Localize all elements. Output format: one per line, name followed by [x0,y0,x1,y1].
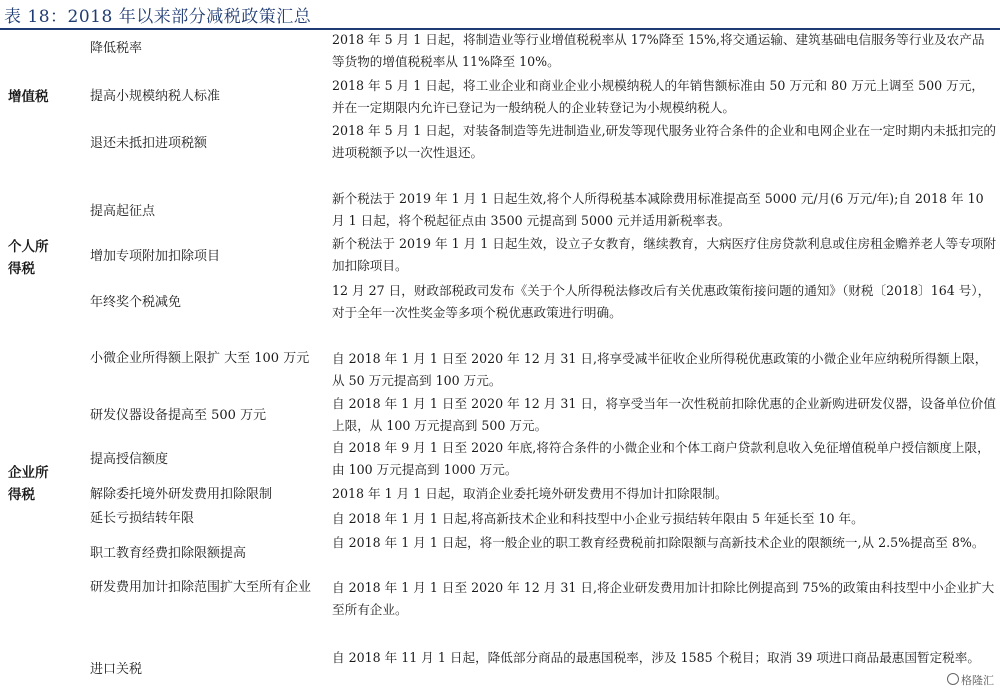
policy-name: 提高起征点 [90,204,156,219]
policy-name: 研发费用加计扣除范围扩大至所有企业 [90,580,312,595]
policy-name: 小微企业所得额上限扩 大至 100 万元 [90,351,310,366]
policy-name: 降低税率 [90,41,143,56]
policy-description: 2018 年 5 月 1 日起，对装备制造等先进制造业,研发等现代服务业符合条件的企业和电网企业在一定时期内未抵扣完的进项税额予以一次性退还。 [332,123,997,160]
policy-description: 自 2018 年 1 月 1 日至 2020 年 12 月 31 日,将企业研发费用加计扣除比例提高到 75%的政策由科技型中小企业扩大至所有企业。 [332,580,995,617]
policy-name: 年终奖个税减免 [90,295,182,310]
policy-name: 提高小规模纳税人标准 [90,89,221,104]
category-pit: 个人所得税 [8,239,49,277]
policy-description: 新个税法于 2019 年 1 月 1 日起生效，设立子女教育，继续教育，大病医疗住房贷款利息或住房租金赡养老人等专项附加扣除项目。 [332,236,997,273]
policy-name: 退还未抵扣进项税额 [90,136,208,151]
policy-description: 自 2018 年 11 月 1 日起，降低部分商品的最惠国税率，涉及 1585 个税目；取消 39 项进口商品最惠国暂定税率。 [332,650,980,665]
policy-name: 提高授信额度 [90,452,169,467]
policy-description: 自 2018 年 9 月 1 日至 2020 年底,将符合条件的小微企业和个体工商户贷款利息收入免征增值税单户授信额度上限，由 100 万元提高到 1000 万元。 [332,440,990,477]
policy-name: 职工教育经费扣除限额提高 [90,546,247,561]
policy-name: 增加专项附加扣除项目 [90,249,221,264]
policy-name: 研发仪器设备提高至 500 万元 [90,408,267,423]
policy-description: 2018 年 5 月 1 日起，将工业企业和商业企业小规模纳税人的年销售额标准由 50 万元和 80 万元上调至 500 万元，并在一定期限内允许已登记为一般纳税人的企业转登记为小规模纳税人。 [332,78,984,115]
category-vat: 增值税 [8,89,49,105]
category-cit: 企业所得税 [8,465,49,503]
table-title: 表 18：2018 年以来部分减税政策汇总 [4,7,312,27]
policy-description: 12 月 27 日，财政部税政司发布《关于个人所得税法修改后有关优惠政策衔接问题的通知》（财税〔2018〕164 号），对于全年一次性奖金等多项个税优惠政策进行明确。 [332,283,991,320]
policy-description: 自 2018 年 1 月 1 日至 2020 年 12 月 31 日，将享受当年一次性税前扣除优惠的企业新购进研发仪器，设备单位价值上限，从 100 万元提高到 500 万元。 [332,396,996,433]
policy-description: 自 2018 年 1 月 1 日起,将高新技术企业和科技型中小企业亏损结转年限由 5 年延长至 10 年。 [332,511,864,526]
policy-description: 自 2018 年 1 月 1 日起，将一般企业的职工教育经费税前扣除限额与高新技术企业的限额统一,从 2.5%提高至 8%。 [332,535,985,550]
watermark [947,672,994,688]
policy-name: 进口关税 [90,662,143,677]
policy-name: 解除委托境外研发费用扣除限制 [90,487,273,502]
watermark-text: 格隆汇 [961,674,994,687]
policy-description: 自 2018 年 1 月 1 日至 2020 年 12 月 31 日,将享受减半征收企业所得税优惠政策的小微企业年应纳税所得额上限，从 50 万元提高到 100 万元。 [332,351,988,388]
policy-description: 2018 年 5 月 1 日起，将制造业等行业增值税税率从 17%降至 15%,将交通运输、建筑基础电信服务等行业及农产品等货物的增值税税率从 11%降至 10%。 [332,32,985,69]
policy-description: 新个税法于 2019 年 1 月 1 日起生效,将个人所得税基本减除费用标准提高至 5000 元/月(6 万元/年);自 2018 年 10 月 1 日起，将个税起征点由 3500 元提高到 5000 元并适用新税率表。 [332,191,984,228]
policy-description: 2018 年 1 月 1 日起，取消企业委托境外研发费用不得加计扣除限制。 [332,486,728,501]
policy-name: 延长亏损结转年限 [90,511,195,526]
logo-icon [947,673,959,685]
